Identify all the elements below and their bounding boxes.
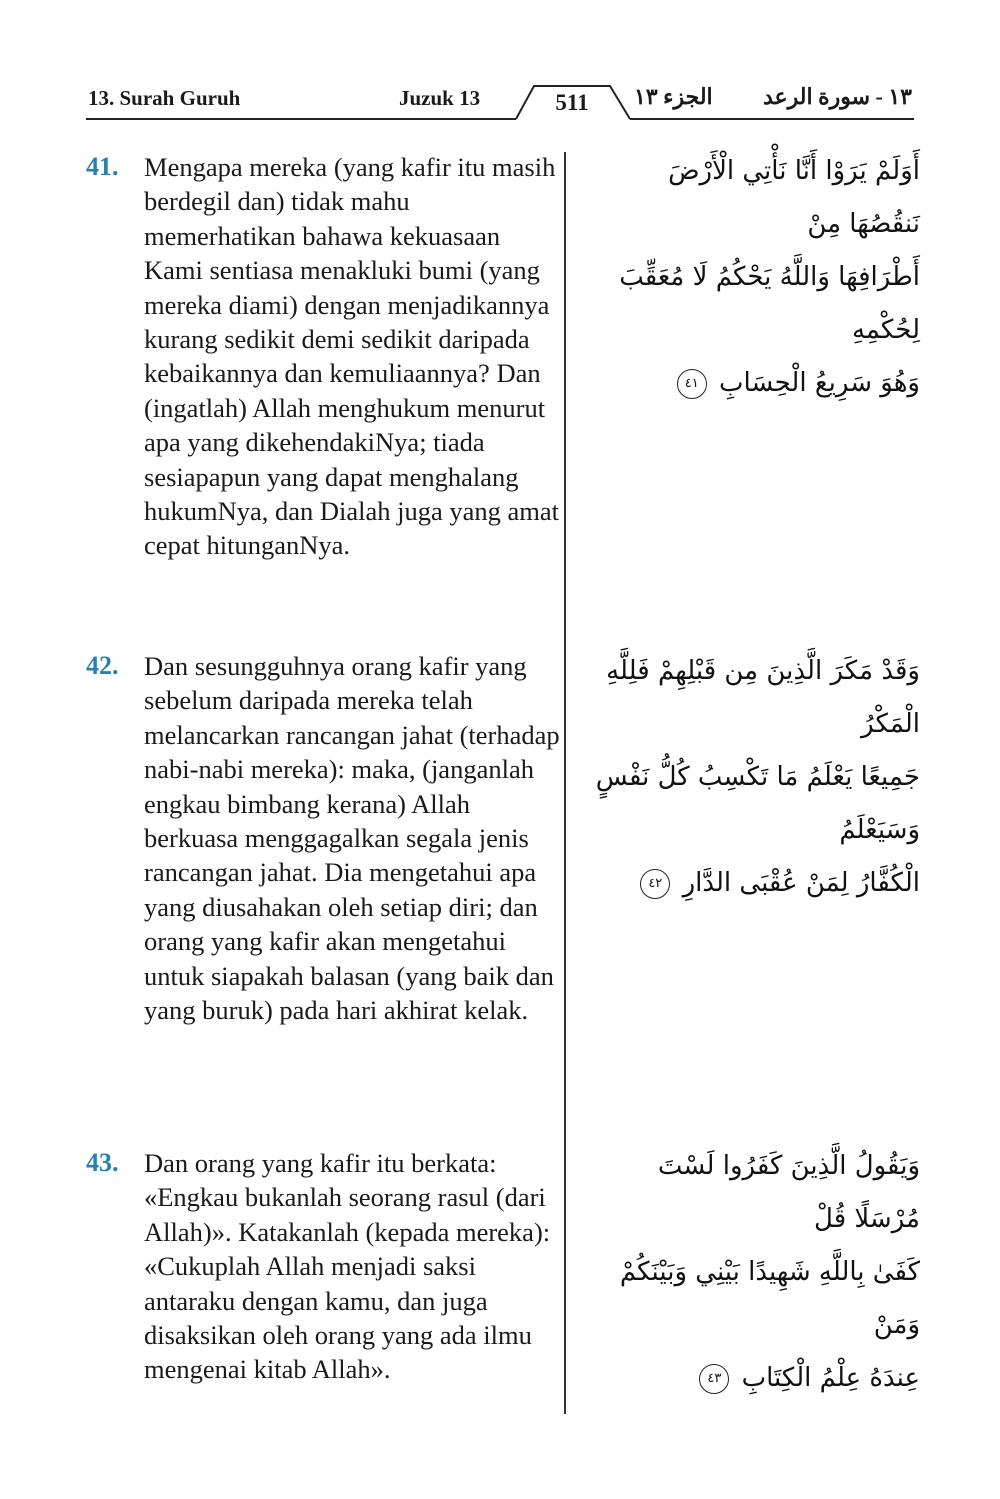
verse-text: Dan orang yang kafir itu berkata: «Engkau bukanlah seorang rasul (dari Allah)». Katakanlah (kepada mereka): «Cukuplah Allah menjadi saksi antaraku dengan kamu, dan juga disaksikan oleh orang yang ada ilmu mengenai kitab Allah».: [144, 1148, 551, 1385]
verse-text: Dan sesungguhnya orang kafir yang sebelum daripada mereka telah melancarkan rancangan jahat (terhadap nabi-nabi mereka): maka, (janganlah engkau bimbang kerana) Allah berkuasa menggagalkan segala jenis rancangan jahat. Dia mengetahui apa yang diusahakan oleh setiap diri; dan orang yang kafir akan mengetahui untuk siapakah balasan (yang baik dan yang buruk) pada hari akhirat kelak.: [144, 651, 560, 1026]
juz-label-arabic: الجزء ١٣: [634, 84, 713, 109]
arabic-line-text: الْكُفَّارُ لِمَنْ عُقْبَى الدَّارِ: [682, 868, 920, 898]
verse-number: 42.: [86, 651, 119, 680]
juzuk-label-latin: Juzuk 13: [399, 86, 481, 110]
ayah-marker: ٤٢: [640, 869, 670, 899]
verse-number: 41.: [86, 152, 119, 181]
arabic-line-last: [590, 357, 920, 410]
arabic-line-last: [590, 1352, 920, 1405]
arabic-line-text: عِندَهُ عِلْمُ الْكِتَابِ: [741, 1363, 920, 1393]
verse-text: Mengapa mereka (yang kafir itu masih berdegil dan) tidak mahu memerhatikan bahawa kekuasaan Kami sentiasa menakluki bumi (yang mereka diami) dengan menjadikannya kurang sedikit demi sedikit daripada kebaikannya dan kemuliaannya? Dan (ingatlah) Allah menghukum menurut apa yang dikehendakiNya; tiada sesiapapun yang dapat menghalang hukumNya, dan Dialah juga yang amat cepat hitunganNya.: [144, 152, 560, 561]
verse-number: 43.: [86, 1148, 119, 1177]
arabic-line: جَمِيعًا يَعْلَمُ مَا تَكْسِبُ كُلُّ نَفْسٍ وَسَيَعْلَمُ: [595, 762, 920, 845]
ayah-marker: ٤٣: [699, 1364, 729, 1394]
arabic-line: وَيَقُولُ الَّذِينَ كَفَرُوا لَسْتَ مُرْسَلًا قُلْ: [657, 1151, 920, 1234]
arabic-line: وَقَدْ مَكَرَ الَّذِينَ مِن قَبْلِهِمْ فَلِلَّهِ الْمَكْرُ: [606, 656, 920, 739]
arabic-line: أَطْرَافِهَا وَاللَّهُ يَحْكُمُ لَا مُعَقِّبَ لِحُكْمِهِ: [619, 262, 920, 345]
page-header: [86, 82, 914, 122]
verse-43-arabic: [590, 1140, 920, 1405]
page-number: 511: [555, 90, 589, 115]
arabic-line-last: [590, 857, 920, 910]
surah-title-arabic: ١٣ - سورة الرعد: [762, 84, 912, 109]
verse-42-arabic: [590, 645, 920, 910]
surah-title-latin: 13. Surah Guruh: [88, 86, 241, 110]
arabic-line: أَوَلَمْ يَرَوْا أَنَّا نَأْتِي الْأَرْضَ نَنقُصُهَا مِنْ: [668, 156, 920, 239]
verse-41-arabic: [590, 145, 920, 410]
arabic-line-text: وَهُوَ سَرِيعُ الْحِسَابِ: [719, 368, 920, 398]
arabic-line: كَفَىٰ بِاللَّهِ شَهِيدًا بَيْنِي وَبَيْنَكُمْ وَمَنْ: [619, 1257, 920, 1340]
ayah-marker: ٤١: [677, 369, 707, 399]
column-divider: [564, 152, 566, 1414]
